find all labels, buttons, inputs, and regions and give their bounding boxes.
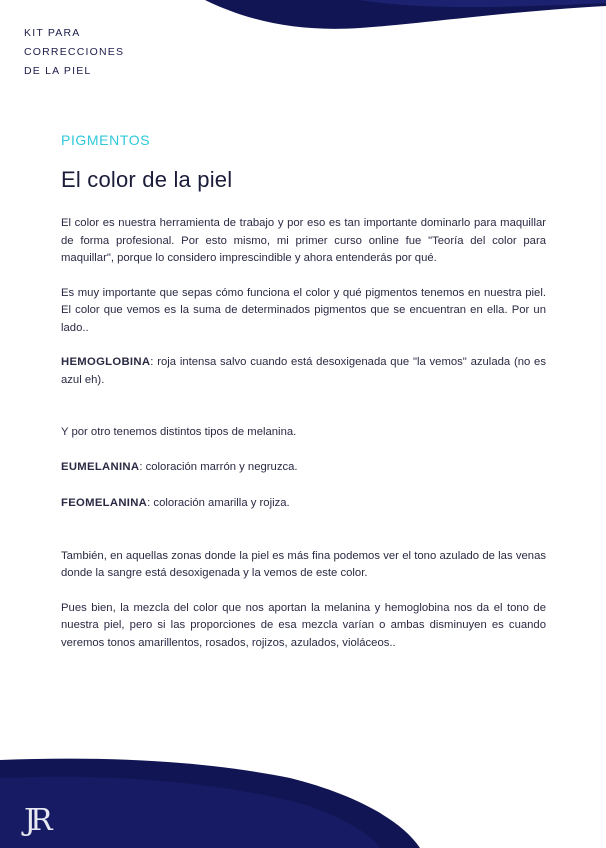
paragraph-feomelanina xyxy=(61,495,546,513)
paragraph-hemoglobina xyxy=(61,354,546,389)
brand-logo: JR xyxy=(24,803,47,838)
page-title: El color de la piel xyxy=(61,167,233,192)
paragraph-venas: También, en aquellas zonas donde la piel es más fina podemos ver el tono azulado de las venas donde la sangre está desoxigenada y la vemos de este color. xyxy=(61,549,546,579)
paragraph-melanina: Y por otro tenemos distintos tipos de melanina. xyxy=(61,426,297,438)
bottom-wave-decoration xyxy=(0,738,606,848)
text-hemoglobina: : roja intensa salvo cuando está desoxigenada que "la vemos" azulada (no es azul eh). xyxy=(61,356,546,386)
text-feomelanina: : coloración amarilla y rojiza. xyxy=(147,497,290,509)
text-eumelanina: : coloración marrón y negruzca. xyxy=(139,460,298,473)
paragraph-eumelanina xyxy=(61,459,546,477)
main-content xyxy=(61,132,546,652)
term-hemoglobina: HEMOGLOBINA xyxy=(61,356,151,368)
kit-title-line-2: CORRECCIONES xyxy=(24,46,125,58)
section-label: PIGMENTOS xyxy=(61,132,151,148)
paragraph-intro: El color es nuestra herramienta de trabajo y por eso es tan importante dominarlo para maquillar de forma profesional. Por esto mismo, mi primer curso online fue "Teoría del color para maquillar", porque lo considero imprescindible y ahora entenderás por qué. xyxy=(61,217,546,264)
paragraph-pigments: Es muy importante que sepas cómo funciona el color y qué pigmentos tenemos en nuestra piel. El color que vemos es la suma de determinados pigmentos que se encuentran en ella. Por un lado.. xyxy=(61,286,546,334)
kit-title-line-1: KIT PARA xyxy=(24,27,81,39)
term-eumelanina: EUMELANINA xyxy=(61,460,140,473)
paragraph-mezcla: Pues bien, la mezcla del color que nos aportan la melanina y hemoglobina nos da el tono de nuestra piel, pero si las proporciones de esa mezcla varían o ambas disminuyen es cuando veremos tonos amarillentos, rosados, rojizos, azulados, violáceos.. xyxy=(61,601,546,649)
kit-title xyxy=(24,24,124,81)
kit-title-line-3: DE LA PIEL xyxy=(24,65,92,77)
term-feomelanina: FEOMELANINA xyxy=(61,497,148,509)
